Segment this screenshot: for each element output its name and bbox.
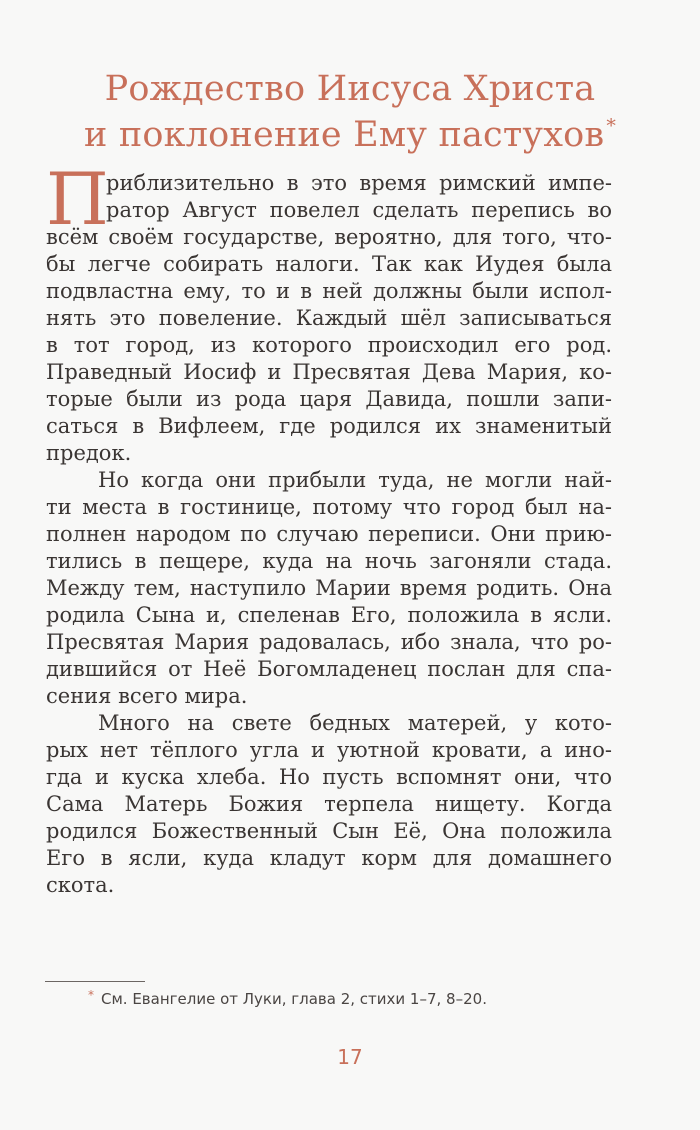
- body-line: Много на свете бедных матерей, у кото-: [98, 711, 612, 735]
- body-line: Сама Матерь Божия терпела нищету. Когда: [46, 792, 612, 816]
- title-line-1: Рождество Иисуса Христа: [104, 69, 596, 109]
- body-line: бы легче собирать налоги. Так как Иудея была: [46, 252, 612, 276]
- body-line: полнен народом по случаю переписи. Они прию-: [46, 522, 612, 546]
- body-line: саться в Вифлеем, где родился их знаменитый: [46, 414, 612, 438]
- footnote: [88, 988, 487, 1011]
- body-line: Праведный Иосиф и Пресвятая Дева Мария, ко-: [46, 360, 612, 384]
- footnote-mark: *: [88, 988, 94, 1002]
- body-line: родила Сына и, спеленав Его, положила в ясли.: [46, 603, 612, 627]
- page-number: 17: [337, 1045, 363, 1069]
- body-line: предок.: [46, 441, 132, 465]
- body-line: ратор Август повелел сделать перепись во: [106, 198, 612, 222]
- body-line: всём своём государстве, вероятно, для того, что-: [46, 225, 612, 249]
- body-line: нять это повеление. Каждый шёл записываться: [46, 306, 612, 330]
- body-line: тились в пещере, куда на ночь загоняли стада.: [46, 549, 612, 573]
- body-line: Но когда они прибыли туда, не могли най-: [98, 468, 612, 492]
- body-line: гда и куска хлеба. Но пусть вспомнят они, что: [46, 765, 612, 789]
- body-line: дившийся от Неё Богомладенец послан для спа-: [46, 657, 612, 681]
- body-line: скота.: [46, 873, 115, 897]
- body-line: Его в ясли, куда кладут корм для домашнего: [46, 846, 612, 870]
- title-line-2-text: и поклонение Ему пастухов: [83, 115, 605, 155]
- drop-cap: П: [46, 157, 109, 241]
- body-line: Пресвятая Мария радовалась, ибо знала, что ро-: [46, 630, 612, 654]
- body-line: подвластна ему, то и в ней должны были испол-: [46, 279, 612, 303]
- page-title: [30, 66, 670, 163]
- body-line: рых нет тёплого угла и уютной кровати, а ино-: [46, 738, 612, 762]
- footnote-reference-mark: *: [606, 115, 617, 137]
- body-line: Между тем, наступило Марии время родить. Она: [46, 576, 612, 600]
- body-line: торые были из рода царя Давида, пошли запи-: [46, 387, 612, 411]
- title-line-2: [30, 112, 670, 163]
- footnote-text: См. Евангелие от Луки, глава 2, стихи 1–7, 8–20.: [101, 990, 487, 1008]
- body-line: сения всего мира.: [46, 684, 248, 708]
- body-line: в тот город, из которого происходил его род.: [46, 333, 612, 357]
- body-text: [46, 157, 612, 899]
- footnote-divider: [45, 981, 145, 982]
- body-line: риблизительно в это время римский импе-: [106, 171, 612, 195]
- body-line: ти места в гостинице, потому что город был на-: [46, 495, 612, 519]
- body-line: родился Божественный Сын Её, Она положила: [46, 819, 612, 843]
